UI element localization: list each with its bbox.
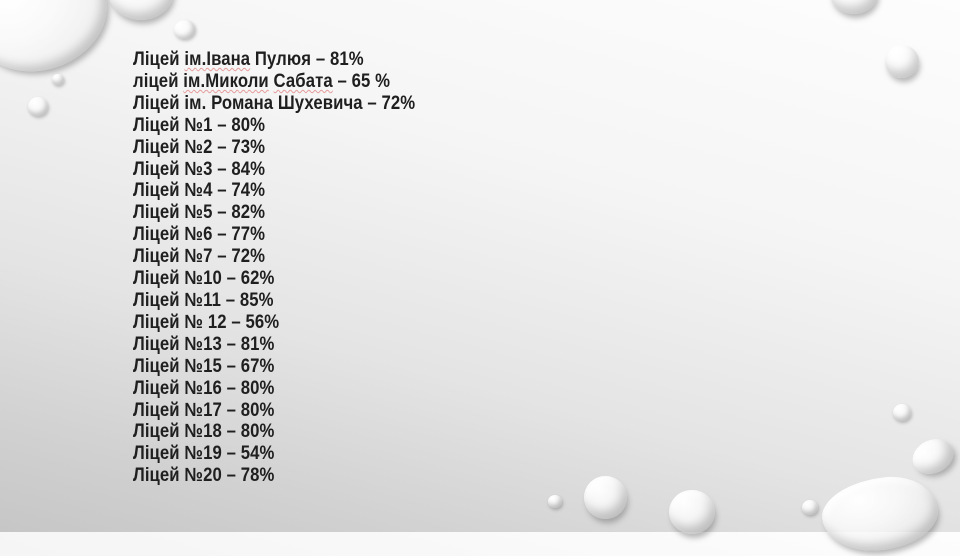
lyceum-line-text: Ліцей №1 – 80% bbox=[133, 114, 266, 136]
water-droplet-bottom-2 bbox=[669, 490, 715, 534]
water-droplet-top bbox=[108, 0, 174, 20]
water-droplet-right bbox=[885, 45, 919, 78]
lyceum-line bbox=[133, 49, 415, 71]
water-droplet-small-topleft bbox=[173, 18, 197, 40]
lyceum-line-text: Ліцей bbox=[133, 49, 185, 70]
lyceum-line-text: Ліцей №18 – 80% bbox=[133, 421, 275, 443]
lyceum-line bbox=[133, 159, 415, 181]
water-droplet-tiny-left-2 bbox=[28, 97, 48, 116]
lyceum-line-text-misspelled: Сабата bbox=[273, 70, 333, 92]
lyceum-line-text: Ліцей №10 – 62% bbox=[133, 268, 275, 290]
lyceum-line bbox=[133, 137, 415, 159]
water-droplet-tiny-bottom-1 bbox=[548, 495, 562, 508]
lyceum-line-text: Ліцей №11 – 85% bbox=[133, 289, 274, 311]
lyceum-line-text: Ліцей №4 – 74% bbox=[133, 180, 266, 202]
lyceum-line-text: Ліцей №16 – 80% bbox=[133, 377, 275, 399]
lyceum-line-text: Ліцей №3 – 84% bbox=[133, 158, 266, 180]
lyceum-line-text-misspelled: ім.Івана bbox=[184, 49, 251, 70]
lyceum-line bbox=[133, 421, 415, 443]
lyceum-line-text: Ліцей ім. Романа Шухевича – 72% bbox=[133, 92, 416, 114]
lyceum-line-text: Ліцей № 12 – 56% bbox=[133, 311, 280, 333]
water-droplet-small-right bbox=[893, 404, 911, 421]
water-droplet-tiny-bottom-2 bbox=[802, 500, 818, 515]
lyceum-line bbox=[133, 290, 415, 312]
lyceum-line-text: Ліцей №7 – 72% bbox=[133, 246, 266, 268]
lyceum-line bbox=[133, 400, 415, 422]
lyceum-line bbox=[133, 268, 415, 290]
water-droplet-blob-bottomright bbox=[819, 472, 942, 556]
lyceum-line-text: Ліцей №17 – 80% bbox=[133, 399, 275, 421]
lyceum-line bbox=[133, 115, 415, 137]
lyceum-line bbox=[133, 378, 415, 400]
lyceum-line bbox=[133, 71, 415, 93]
lyceum-line bbox=[133, 246, 415, 268]
lyceum-line bbox=[133, 202, 415, 224]
water-droplet-bottom-1 bbox=[584, 476, 627, 519]
lyceum-results-list bbox=[133, 49, 415, 487]
lyceum-line-text: Ліцей №15 – 67% bbox=[133, 355, 275, 377]
lyceum-line bbox=[133, 465, 415, 487]
lyceum-line-text: Ліцей №13 – 81% bbox=[133, 333, 275, 355]
lyceum-line-text: Ліцей №20 – 78% bbox=[133, 465, 275, 487]
lyceum-line-text: ліцей bbox=[133, 70, 184, 92]
lyceum-line-text: Пулюя – 81% bbox=[250, 49, 364, 70]
lyceum-line-text: Ліцей №2 – 73% bbox=[133, 136, 266, 158]
lyceum-line bbox=[133, 93, 415, 115]
lyceum-line bbox=[133, 224, 415, 246]
lyceum-line bbox=[133, 180, 415, 202]
water-droplet-tiny-left-1 bbox=[52, 74, 64, 85]
lyceum-line bbox=[133, 356, 415, 378]
lyceum-line-text: Ліцей №19 – 54% bbox=[133, 443, 275, 465]
lyceum-line bbox=[133, 312, 415, 334]
lyceum-line bbox=[133, 443, 415, 465]
lyceum-line bbox=[133, 334, 415, 356]
lyceum-line-text-misspelled: ім.Миколи bbox=[183, 70, 269, 92]
water-droplet-ellipse-right bbox=[907, 433, 959, 480]
lyceum-line-text: Ліцей №6 – 77% bbox=[133, 224, 266, 246]
lyceum-line-text: Ліцей №5 – 82% bbox=[133, 202, 266, 224]
water-droplet-topright-partial bbox=[830, 0, 878, 14]
lyceum-line-text: – 65 % bbox=[332, 70, 391, 92]
